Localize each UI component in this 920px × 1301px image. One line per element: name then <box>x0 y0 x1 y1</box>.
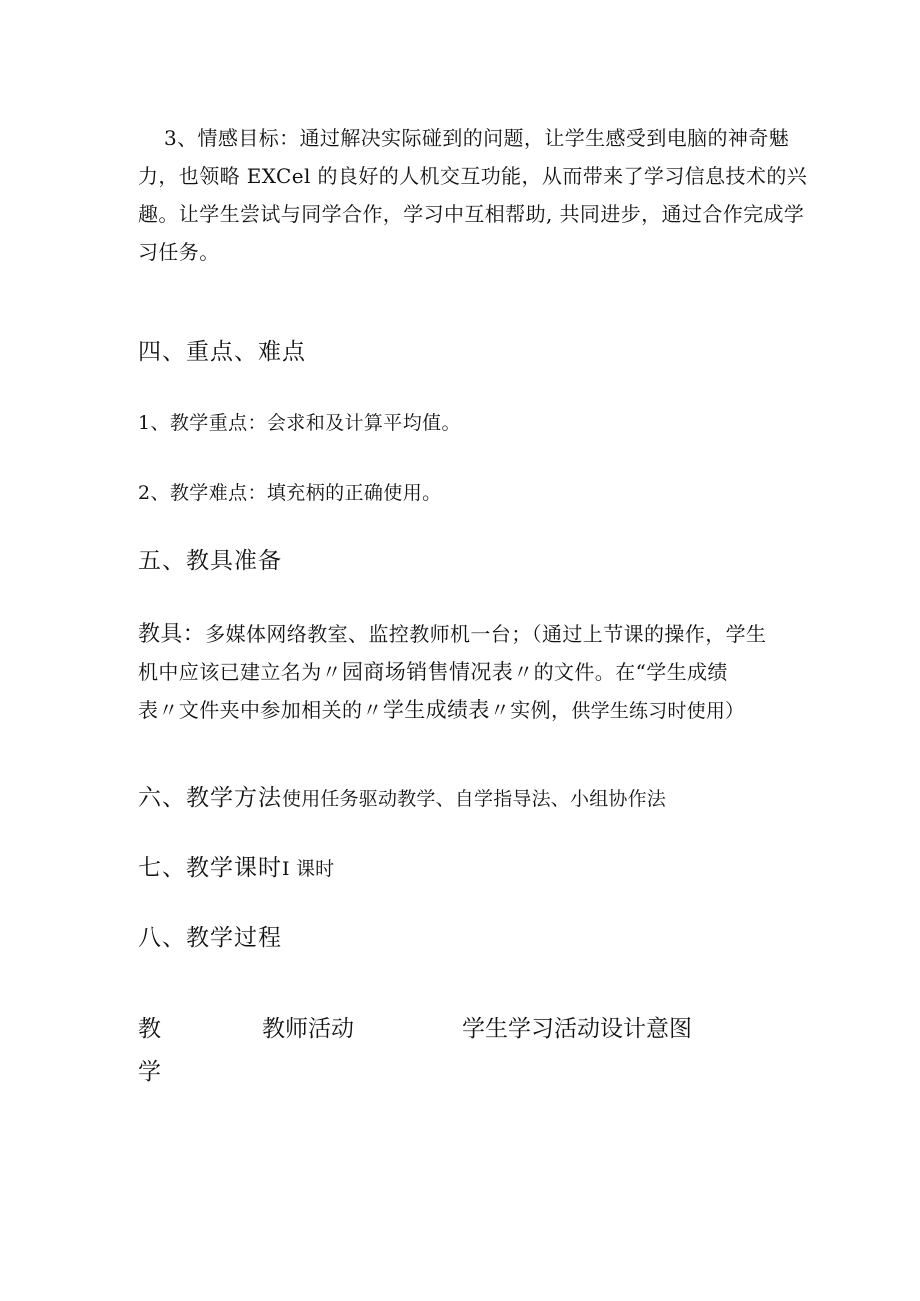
tools-line-3-a: 表〃文件夹中参加相关的〃 <box>138 698 383 722</box>
tools-line-3-c: 供学生练习时使用） <box>571 700 745 722</box>
tools-line-2-a: 机中应该已建立名为〃 <box>138 660 342 684</box>
teaching-method-text: 使用任务驱动教学、自学指导法、小组协作法 <box>282 788 667 810</box>
file-name-sales: 园商场销售情况表 <box>342 660 514 684</box>
teaching-method-heading: 六、教学方法 <box>138 785 282 811</box>
key-point-item: 1、教学重点：会求和及计算平均值。 <box>138 412 461 434</box>
teaching-tools-heading: 五、教具准备 <box>138 548 282 574</box>
table-header-col1-line2: 学 <box>138 1059 161 1085</box>
emotion-goal-line-4: 习任务。 <box>138 240 220 264</box>
tools-line-2 <box>138 653 788 691</box>
tools-line-3-b: 〃实例， <box>489 698 572 722</box>
table-header-teacher-activity: 教师活动 <box>262 1016 354 1042</box>
tools-line-1-text: 多媒体网络教室、监控教师机一台；（通过上节课的操作，学生 <box>205 622 767 646</box>
teaching-hours-row <box>138 852 334 885</box>
key-points-heading: 四、重点、难点 <box>138 339 306 365</box>
teaching-hours-heading: 七、教学课时 <box>138 855 282 881</box>
emotion-goal-line-2: 力，也领略 EXCel 的良好的人机交互功能，从而带来了学习信息技术的兴 <box>138 164 808 188</box>
emotion-goal-paragraph <box>138 119 808 271</box>
teaching-process-heading: 八、教学过程 <box>138 925 282 951</box>
tools-lead-label: 教具： <box>138 622 206 647</box>
difficult-point-item: 2、教学难点：填充柄的正确使用。 <box>138 482 442 504</box>
teaching-hours-text: I 课时 <box>282 858 335 880</box>
teaching-method-row <box>138 782 666 815</box>
tools-line-3 <box>138 691 788 729</box>
file-name-grades: 学生成绩表 <box>382 698 490 722</box>
table-header-student-activity: 学生学习活动设计意图 <box>462 1016 692 1042</box>
table-header-col1-line1: 教 <box>138 1016 161 1042</box>
emotion-goal-line-1: 3、情感目标：通过解决实际碰到的问题，让学生感受到电脑的神奇魅 <box>164 126 790 150</box>
emotion-goal-line-3: 趣。让学生尝试与同学合作，学习中互相帮助, 共同进步，通过合作完成学 <box>138 202 805 226</box>
tools-line-2-b: 〃的文件。在“学生成绩 <box>513 660 728 684</box>
tools-line-1 <box>138 615 788 653</box>
teaching-tools-paragraph <box>138 615 788 729</box>
